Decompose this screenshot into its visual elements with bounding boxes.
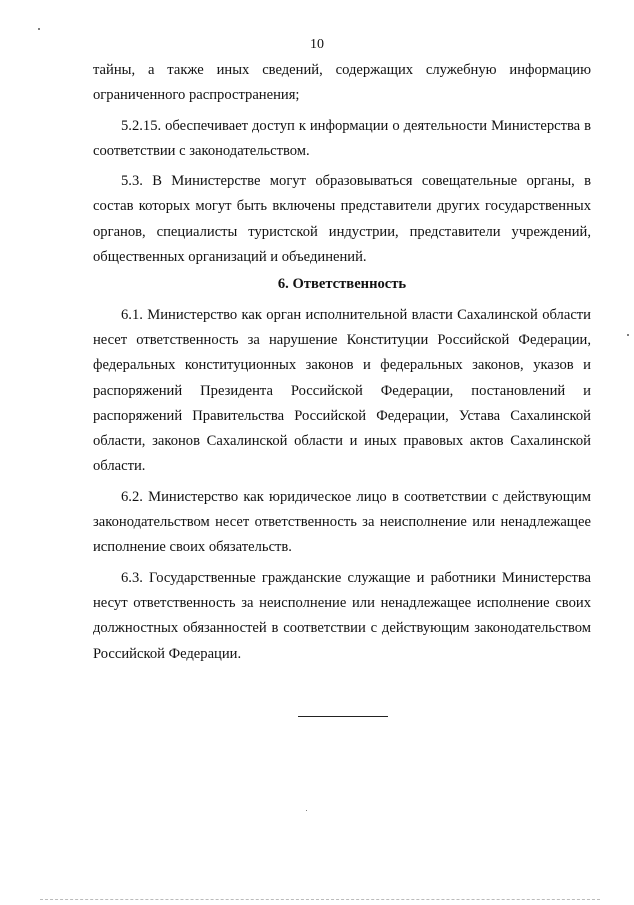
page-number: 10	[310, 37, 324, 52]
paragraph-6-3: 6.3. Государственные гражданские служащие и работники Министерства несут ответственность за неисполнение или ненадлежащее исполнение своих должностных обязанностей в соответствии с действующим законодательством Российской Федерации.	[93, 569, 591, 662]
scan-edge	[40, 899, 600, 900]
scan-speck	[306, 810, 307, 811]
end-rule	[298, 716, 388, 717]
paragraph-5-3: 5.3. В Министерстве могут образовываться совещательные органы, в состав которых могут быть включены представители других государственных органов, специалисты туристской индустрии, представители учреждений, общественных организаций и объединений.	[93, 173, 591, 266]
scan-speck	[627, 334, 629, 336]
scan-speck	[38, 28, 40, 30]
paragraph-5-2-15: 5.2.15. обеспечивает доступ к информации о деятельности Министерства в соответствии с законодательством.	[93, 117, 591, 159]
paragraph-6-2: 6.2. Министерство как юридическое лицо в соответствии с действующим законодательством несет ответственность за неисполнение или ненадлежащее исполнение своих обязательств.	[93, 488, 591, 556]
document-body	[93, 58, 591, 667]
paragraph-6-1: 6.1. Министерство как орган исполнительной власти Сахалинской области несет ответственность за нарушение Конституции Российской Федерации, федеральных конституционных законов и федеральных законов, указов и распоряжений Президента Российской Федерации, постановлений и распоряжений Правительства Российской Федерации, Устава Сахалинской области, законов Сахалинской области и иных правовых актов Сахалинской области.	[93, 306, 591, 475]
paragraph-continuation: тайны, а также иных сведений, содержащих служебную информацию ограниченного распространения;	[93, 62, 591, 104]
section-heading: 6. Ответственность	[277, 276, 407, 293]
